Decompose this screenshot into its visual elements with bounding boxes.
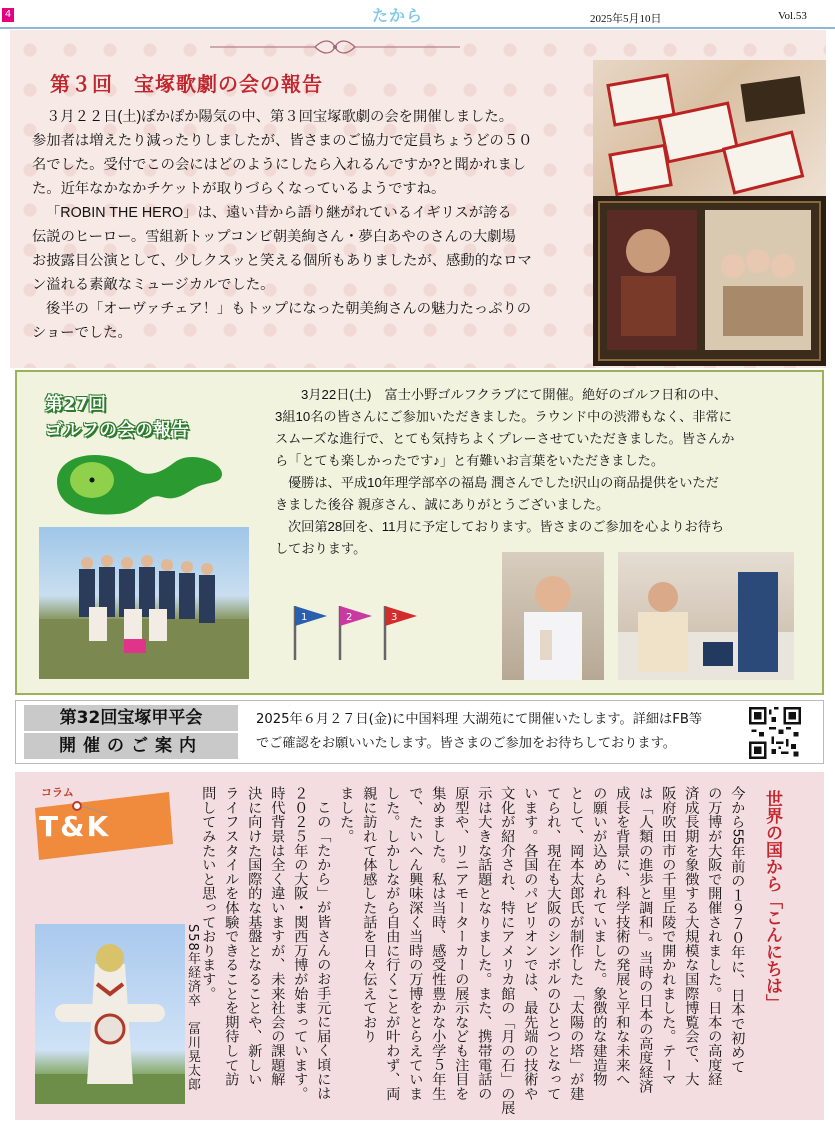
tower-of-sun-photo [35,924,185,1104]
column-text-line: 阪府吹田市の千里丘陵で開かれました。テーマ [660,786,677,1087]
column-text-line: 親に訪れて体感した話を日々伝えており [361,786,378,1044]
paragraph-line: 優勝は、平成10年理学部卒の福島 潤さんでした!沢山の商品提供をいただ [288,475,719,490]
column-text-line: 問してみたいと思っております。 [200,786,217,1001]
show-poster-photo [593,196,826,366]
paragraph-line: 「ROBIN THE HERO」は、遠い昔から語り継がれているイギリスが誇る [46,205,512,221]
paragraph-line: 次回第28回を、11月に予定しております。皆さまのご参加を心よりお待ち [288,519,725,534]
column-text-line: 済成長期を象徴する大規模な国際博覧会で、大 [683,786,700,1087]
column-text-line: で、たいへん興味深く当時の万博をとらえていま [407,786,424,1101]
column-text-line: 時代背景は全く違いますが、未来社会の課題解 [269,786,286,1087]
page-number: 4 [2,8,14,22]
paragraph-line: 名でした。受付でこの会にはどのようにしたら入れるんですか?と聞かれまし [32,157,527,173]
paragraph-line: スムーズな進行で、とても気持ちよくプレーさせていただきました。皆さんか [275,431,735,446]
paragraph-line: ら「とても楽しかったです♪」と有難いお言葉をいただきました。 [275,453,665,468]
column-text-line: 文化が紹介され、特にアメリカ館の「月の石」の展 [499,786,516,1115]
golf-group-photo [39,527,249,679]
paragraph-line: きました後谷 親彦さん、誠にありがとうございました。 [275,497,610,512]
event-notice-section [15,700,824,764]
kageki-report-section [10,30,826,368]
column-text-line: 決に向けた国際的な基盤となることや、新しい [246,786,263,1087]
column-name: T&K [39,810,111,843]
header-divider [0,27,835,29]
paragraph-line: ショーでした。 [32,325,132,341]
paragraph-line: ３月２２日(土)ぽかぽか陽気の中、第３回宝塚歌劇の会を開催しました。 [46,109,514,125]
flag-number-2: 2 [346,612,353,623]
column-text-line: います。各国のパビリオンでは、最先端の技術や [522,786,539,1101]
column-text-line: した。しかしながら自由に行くことが叶わず、両 [384,786,401,1101]
qr-code-icon[interactable] [749,707,801,759]
paragraph-line: 3月22日(土) 富士小野ゴルフクラブにて開催。絶好のゴルフ日和の中、 [301,387,728,402]
column-text-line: ました。 [338,786,355,844]
volume-number: Vol.53 [778,10,807,22]
tickets-photo [593,60,826,218]
paragraph-line: た。近年なかなかチケットが取りづらくなっているようですね。 [32,181,446,197]
event-line: 2025年６月２７日(金)に中国料理 大湖苑にて開催いたします。詳細はFB等 [256,712,703,727]
column-label: コラム [41,786,74,799]
event-subtitle: 開催のご案内 [24,733,238,759]
column-text-line: 集めました。私は当時、感受性豊かな小学５年生 [430,786,447,1101]
golf-title: 第27回 [45,394,107,415]
sponsor-photo [618,552,794,680]
flag-number-3: 3 [391,612,398,623]
paragraph-line: 後半の「オーヴァチェア！」もトップになった朝美絢さんの魅力たっぷりの [46,301,532,317]
issue-date: 2025年5月10日 [590,13,662,25]
section-title: 第３回 宝塚歌劇の会の報告 [50,74,323,96]
column-text-line: この「たから」が皆さんのお手元に届く頃には [315,800,332,1101]
page-header [0,0,835,30]
ornament-divider-icon [205,38,465,56]
golf-subtitle: ゴルフの会の報告 [45,420,189,441]
column-text-line: は「人類の進歩と調和」。当時の日本の高度経済 [637,786,654,1094]
paragraph-line: 伝説のヒーロー。雪組新トップコンビ朝美絢さん・夢白あやのさんの大劇場 [32,229,516,245]
column-text-line: として、岡本太郎氏が制作した「太陽の塔」が建 [568,786,585,1101]
paragraph-line: お披露目公演として、少しクスッと笑える個所もありましたが、感動的なロマ [32,253,532,269]
golf-green-icon [47,442,247,522]
column-text-line: ２０２５年の大阪・関西万博が始まっています。 [292,786,309,1101]
paragraph-line: ン溢れる素敵なミュージカルでした。 [32,277,275,293]
event-line: でご確認をお願いいたします。皆さまのご参加をお待ちしております。 [256,736,676,751]
flag-number-1: 1 [301,612,308,623]
column-title: 世界の国から「こんにちは」 [762,790,782,1011]
column-author: S58年経済卒 冨川晃太郎 [185,924,200,1092]
winner-photo [502,552,604,680]
column-text-line: てられ、現在も大阪のシンボルのひとつとなって [545,786,562,1101]
column-text-line: の願いが込められていました。象徴的な建造物 [591,786,608,1087]
column-text-line: ライフスタイルを体験できることを期待して訪 [223,786,240,1087]
paragraph-line: しております。 [275,541,367,556]
column-text-line: 原型や、リニアモーターカーの展示なども注目を [453,786,470,1101]
golf-report-section [15,370,824,695]
column-text-line: の万博が大阪で開催されました。日本の高度経 [706,786,723,1087]
paragraph-line: 3組10名の皆さんにご参加いただきました。ラウンド中の渋滞もなく、非常に [275,409,732,424]
column-text-line: 示は大きな話題となりました。また、携帯電話の [476,786,493,1101]
paragraph-line: 参加者は増えたり減ったりしましたが、皆さまのご協力で定員ちょうどの５０ [32,133,533,149]
golf-flags-icon [287,600,427,662]
column-section [15,772,824,1120]
event-title: 第32回宝塚甲平会 [24,705,238,731]
column-text-line: 今から55年前の１９７０年に、日本で初めて [729,786,746,1074]
publication-name: たから [372,6,424,25]
column-text-line: 成長を背景に、科学技術の発展と平和な未来へ [614,786,631,1087]
